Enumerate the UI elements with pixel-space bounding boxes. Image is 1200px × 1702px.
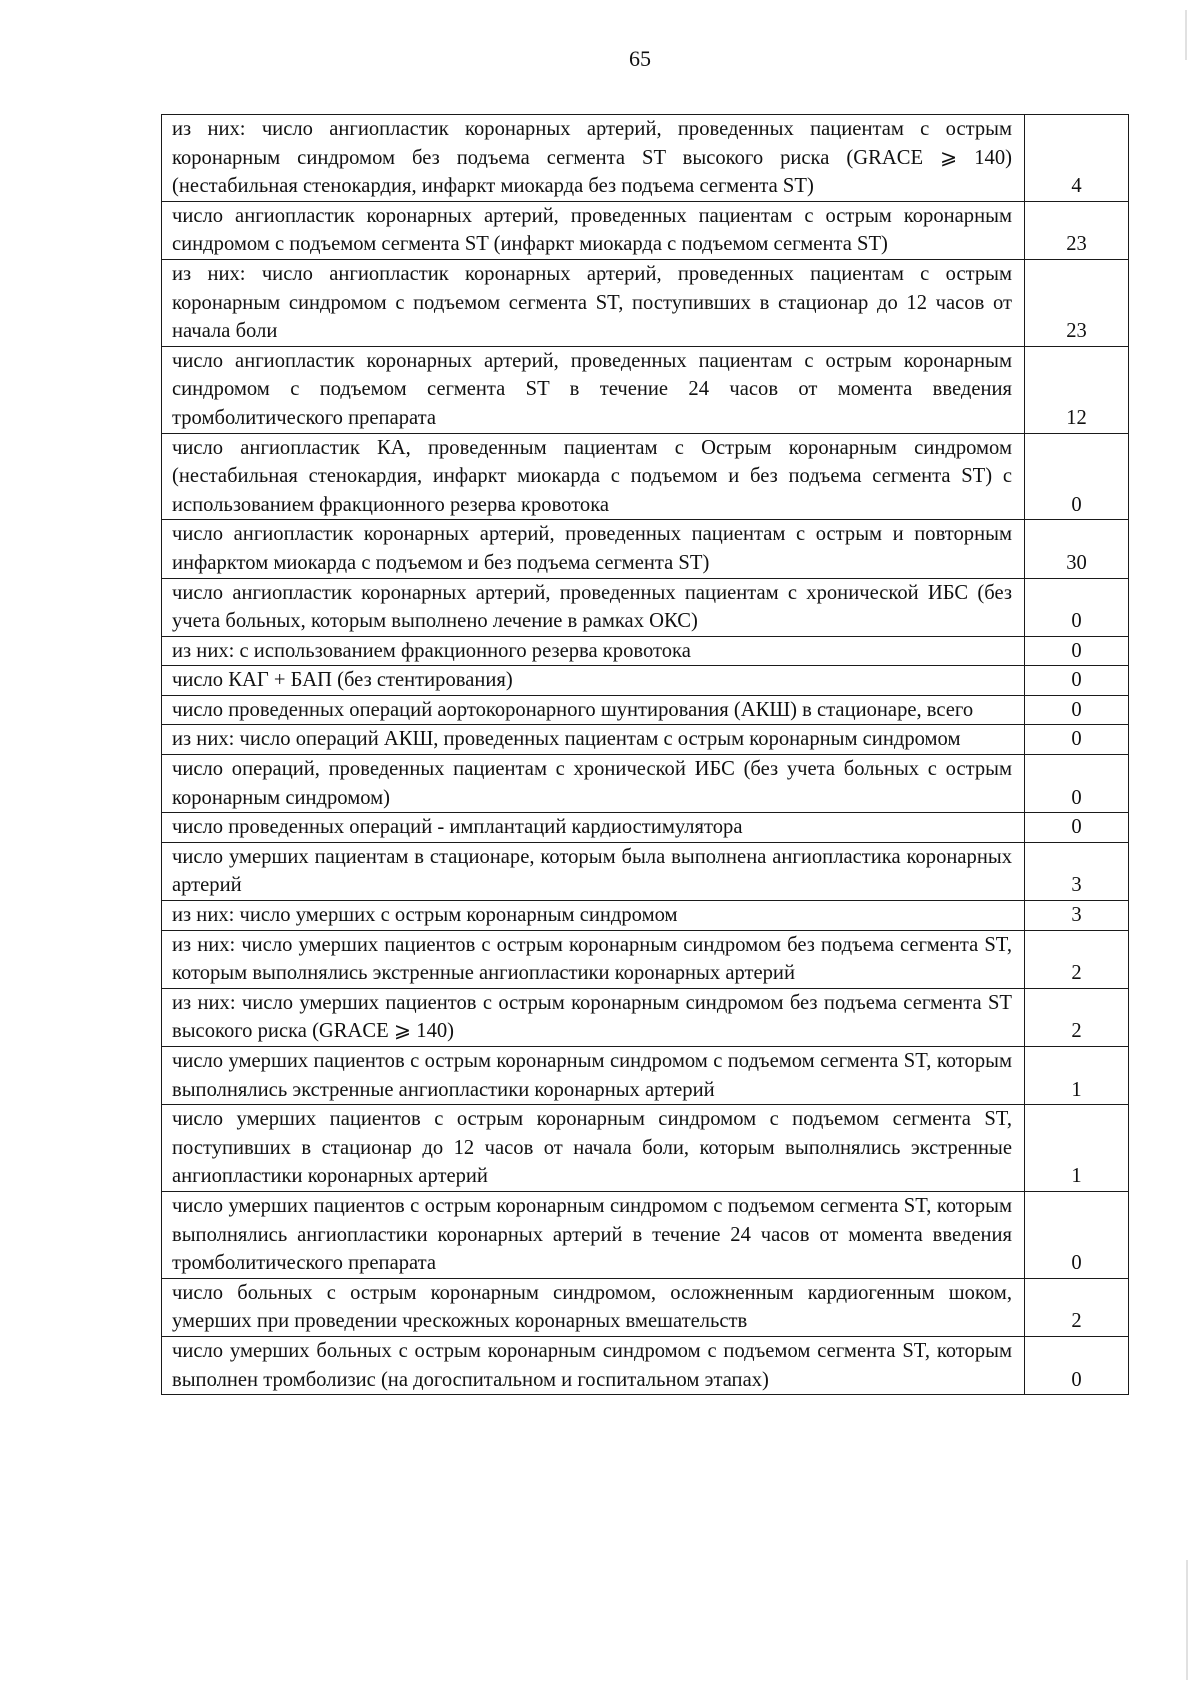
table-row [162,930,1129,988]
row-description: из них: число ангиопластик коронарных артерий, проведенных пациентам с острым коронарным синдромом без подъема сегмента ST высокого риска (GRACE ⩾ 140) (нестабильная стенокардия, инфаркт миокарда без подъема сегмента ST) [162,115,1025,202]
scan-artifact [1186,1560,1188,1680]
table-row [162,813,1129,843]
page-number: 65 [629,46,651,71]
table-body [162,115,1129,1395]
row-value: 2 [1025,930,1129,988]
table-row [162,578,1129,636]
table-row [162,988,1129,1046]
row-description: число умерших пациентам в стационаре, которым была выполнена ангиопластика коронарных артерий [162,842,1025,900]
table-row [162,1047,1129,1105]
scan-artifact [1185,10,1187,60]
row-value: 12 [1025,346,1129,433]
row-value: 0 [1025,695,1129,725]
row-description: число умерших пациентов с острым коронарным синдромом с подъемом сегмента ST, которым выполнялись ангиопластики коронарных артерий в течение 24 часов от момента введения тромболитического препарата [162,1191,1025,1278]
table-row [162,201,1129,259]
table-row [162,346,1129,433]
row-description: число ангиопластик КА, проведенным пациентам с Острым коронарным синдромом (нестабильная стенокардия, инфаркт миокарда с подъемом и без подъема сегмента ST) с использованием фракционного резерва кровотока [162,433,1025,520]
row-description: число КАГ + БАП (без стентирования) [162,666,1025,696]
table-row [162,842,1129,900]
row-value: 4 [1025,115,1129,202]
row-value: 0 [1025,725,1129,755]
row-value: 23 [1025,259,1129,346]
row-value: 30 [1025,520,1129,578]
row-value: 0 [1025,1336,1129,1394]
table-row [162,901,1129,931]
row-value: 1 [1025,1047,1129,1105]
table-row [162,115,1129,202]
row-description: из них: с использованием фракционного резерва кровотока [162,636,1025,666]
table-row [162,666,1129,696]
row-value: 3 [1025,901,1129,931]
row-value: 1 [1025,1105,1129,1192]
row-value: 2 [1025,1278,1129,1336]
row-value: 0 [1025,636,1129,666]
row-description: число умерших больных с острым коронарным синдромом с подъемом сегмента ST, которым выполнен тромболизис (на догоспитальном и госпитальном этапах) [162,1336,1025,1394]
row-description: число ангиопластик коронарных артерий, проведенных пациентам с хронической ИБС (без учета больных, которым выполнено лечение в рамках ОКС) [162,578,1025,636]
table-row [162,725,1129,755]
row-description: число ангиопластик коронарных артерий, проведенных пациентам с острым коронарным синдромом с подъемом сегмента ST в течение 24 часов от момента введения тромболитического препарата [162,346,1025,433]
row-description: число операций, проведенных пациентам с хронической ИБС (без учета больных с острым коронарным синдромом) [162,755,1025,813]
statistics-table [161,114,1129,1395]
row-description: число умерших пациентов с острым коронарным синдромом с подъемом сегмента ST, поступивших в стационар до 12 часов от начала боли, которым выполнялись экстренные ангиопластики коронарных артерий [162,1105,1025,1192]
row-value: 0 [1025,1191,1129,1278]
row-description: число проведенных операций аортокоронарного шунтирования (АКШ) в стационаре, всего [162,695,1025,725]
row-value: 3 [1025,842,1129,900]
row-description: число ангиопластик коронарных артерий, проведенных пациентам с острым коронарным синдромом с подъемом сегмента ST (инфаркт миокарда с подъемом сегмента ST) [162,201,1025,259]
row-value: 0 [1025,578,1129,636]
row-description: из них: число ангиопластик коронарных артерий, проведенных пациентам с острым коронарным синдромом с подъемом сегмента ST, поступивших в стационар до 12 часов от начала боли [162,259,1025,346]
table-row [162,1278,1129,1336]
table-row [162,636,1129,666]
table-row [162,520,1129,578]
table-row [162,1105,1129,1192]
row-value: 0 [1025,755,1129,813]
row-description: число больных с острым коронарным синдромом, осложненным кардиогенным шоком, умерших при проведении чрескожных коронарных вмешательств [162,1278,1025,1336]
row-description: из них: число операций АКШ, проведенных пациентам с острым коронарным синдромом [162,725,1025,755]
row-description: число ангиопластик коронарных артерий, проведенных пациентам с острым и повторным инфарктом миокарда с подъемом и без подъема сегмента ST) [162,520,1025,578]
row-value: 0 [1025,433,1129,520]
row-description: число умерших пациентов с острым коронарным синдромом с подъемом сегмента ST, которым выполнялись экстренные ангиопластики коронарных артерий [162,1047,1025,1105]
row-value: 0 [1025,813,1129,843]
row-value: 0 [1025,666,1129,696]
row-description: число проведенных операций - имплантаций кардиостимулятора [162,813,1025,843]
row-description: из них: число умерших пациентов с острым коронарным синдромом без подъема сегмента ST высокого риска (GRACE ⩾ 140) [162,988,1025,1046]
table-row [162,755,1129,813]
table-row [162,1191,1129,1278]
table-row [162,1336,1129,1394]
row-value: 23 [1025,201,1129,259]
table-row [162,695,1129,725]
table-row [162,433,1129,520]
row-description: из них: число умерших пациентов с острым коронарным синдромом без подъема сегмента ST, которым выполнялись экстренные ангиопластики коронарных артерий [162,930,1025,988]
row-description: из них: число умерших с острым коронарным синдромом [162,901,1025,931]
table-row [162,259,1129,346]
row-value: 2 [1025,988,1129,1046]
